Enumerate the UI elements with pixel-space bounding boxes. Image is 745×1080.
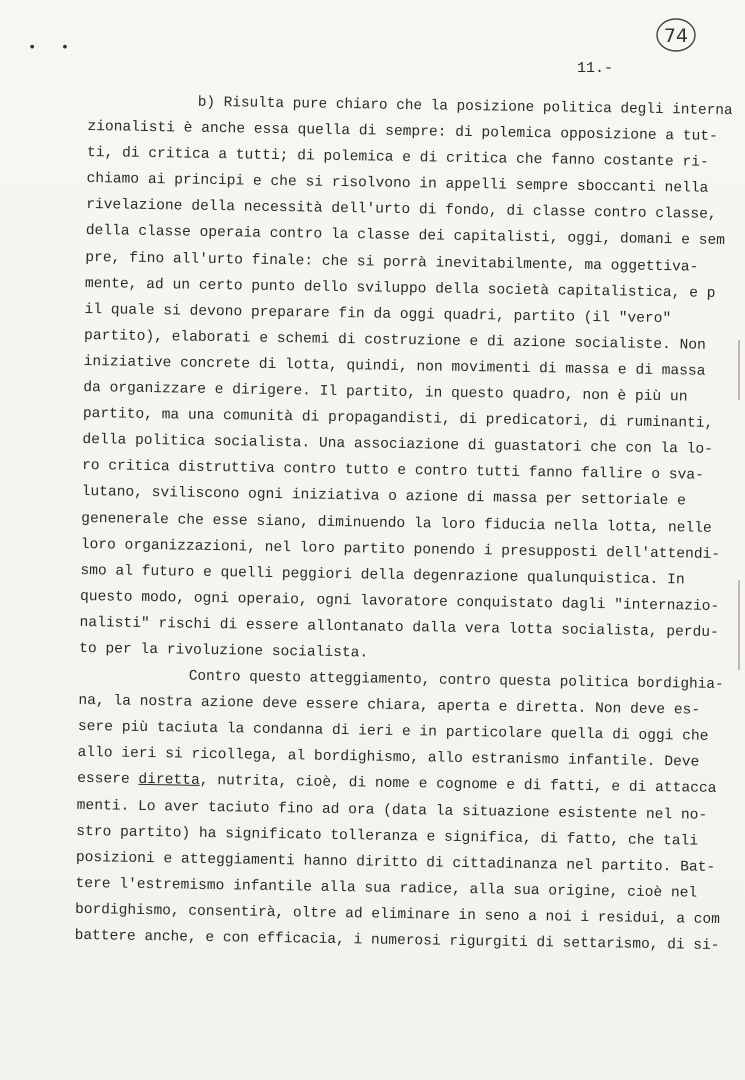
text-line-content: rivelazione della necessità dell'urto di fondo, di classe contro classe, [86, 197, 717, 224]
text-line-content: iniziative concrete di lotta, quindi, non movimenti di massa e di massa [83, 353, 706, 380]
text-line-content: pre, fino all'urto finale: che si porrà inevitabilmente, ma oggettiva- [85, 249, 699, 276]
text-line-content: questo modo, ogni operaio, ogni lavoratore conquistato dagli "internazio- [79, 588, 720, 615]
text-line-content: tere l'estremismo infantile alla sua radice, alla sua origine, cioè nel [75, 875, 698, 902]
text-line-content: sere più taciuta la condanna di ieri e in particolare quella di oggi che [77, 719, 709, 746]
text-line-content: ro critica distruttiva contro tutto e contro tutti fanno fallire o sva- [81, 458, 704, 485]
text-line-content: smo al futuro e quelli peggiori della degenrazione qualunquistica. In [80, 562, 685, 589]
text-line-content: essere diretta, nutrita, cioè, di nome e cognome e di fatti, e di attacca [77, 766, 717, 802]
text-line-content: na, la nostra azione deve essere chiara, aperta e diretta. Non deve es- [78, 693, 701, 719]
text-line-content: battere anche, e con efficacia, i numerosi rigurgiti di settarismo, di si- [74, 927, 720, 955]
text-line-content: to per la rivoluzione socialista. [79, 640, 369, 662]
text-line-content: zionalisti è anche essa quella di sempre: di polemica opposizione a tut- [87, 119, 718, 145]
text-line-content: lutano, sviliscono ogni iniziativa o azione di massa per settoriale e [81, 484, 686, 510]
text-line-content: allo ieri si ricollega, al bordighismo, allo estranismo infantile. Deve [77, 745, 700, 772]
text-line-content: genenerale che esse siano, diminuendo la loro fiducia nella lotta, nelle [81, 510, 712, 537]
text-line-content: da organizzare e dirigere. Il partito, in questo quadro, non è più un [83, 379, 688, 406]
text-line-content: bordighismo, consentirà, oltre ad eliminare in seno a noi i residui, a com [74, 901, 720, 928]
text-line-content: nalisti" rischi di essere allontanato dalla vera lotta socialista, perdu- [79, 614, 719, 641]
underlined-word: diretta [138, 772, 200, 790]
body-text [74, 88, 737, 959]
stamp-number: 74 [663, 25, 689, 47]
text-line-content: menti. Lo aver taciuto fino ad ora (data la situazione esistente nel no- [76, 797, 708, 824]
text-line-content: posizioni e atteggiamenti hanno diritto di cittadinanza nel partito. Bat- [75, 849, 716, 876]
margin-dots: • • [28, 40, 78, 56]
text-line-content: della politica socialista. Una associazione di guastatori che con la lo- [82, 432, 714, 459]
text-line-content: b) Risulta pure chiaro che la posizione politica degli interna [197, 94, 733, 120]
text-line-content: il quale si devono preparare fin da oggi quadri, partito (il "vero" [84, 301, 672, 327]
margin-mark [738, 340, 740, 400]
text-line-content: ti, di critica a tutti; di polemica e di critica che fanno costante ri- [86, 145, 709, 171]
text-line-content: della classe operaia contro la classe dei capitalisti, oggi, domani e sem [85, 223, 726, 250]
text-line-content: chiamo ai principi e che si risolvono in appelli sempre sboccanti nella [86, 171, 709, 198]
text-line-content: mente, ad un certo punto dello sviluppo della società capitalistica, e p [84, 275, 716, 302]
text-line-content: loro organizzazioni, nel loro partito ponendo i presupposti dell'attendi- [80, 536, 721, 563]
text-line-content: partito), elaborati e schemi di costruzione e di azione socialiste. Non [83, 327, 706, 354]
margin-mark [738, 580, 740, 670]
text-line-content: partito, ma una comunità di propagandisti, di predicatori, di ruminanti, [82, 406, 714, 432]
text-line-content: Contro questo atteggiamento, contro questa politica bordighia- [188, 668, 724, 694]
archive-stamp [654, 16, 698, 54]
text-line-content: stro partito) ha significato tolleranza e significa, di fatto, che tali [76, 823, 699, 850]
stamp-circle-icon [654, 16, 698, 54]
page-number: 11.- [577, 60, 614, 77]
